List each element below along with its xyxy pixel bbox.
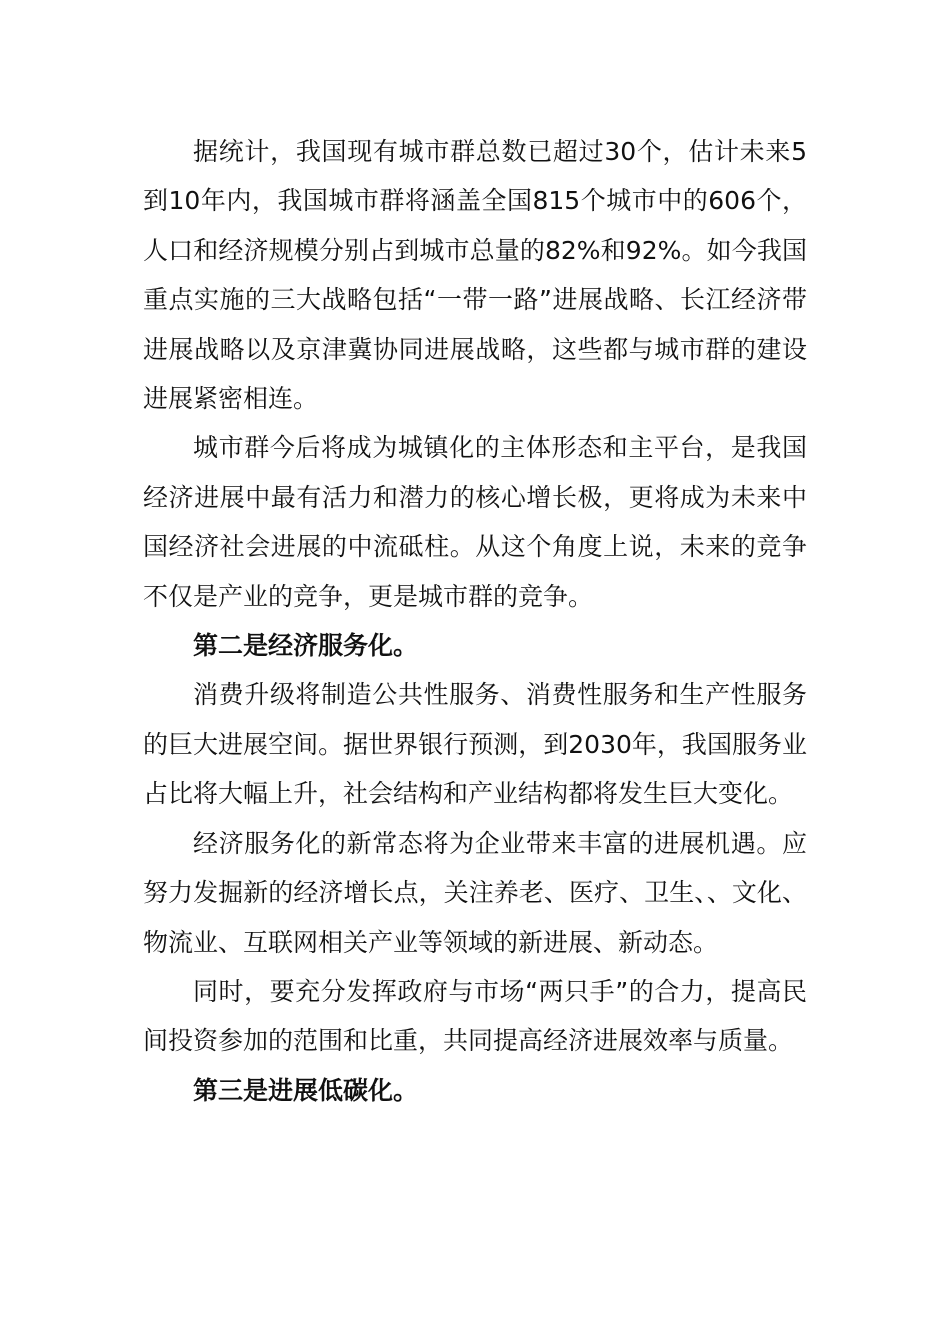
paragraph-city-cluster-future: 城市群今后将成为城镇化的主体形态和主平台，是我国经济进展中最有活力和潜力的核心增长极，更将成为未来中国经济社会进展的中流砥柱。从这个角度上说，未来的竞争不仅是产业的竞争，更是城市群的竞争。 <box>143 433 807 611</box>
document-page <box>143 127 807 1115</box>
section-heading-low-carbon: 第三是进展低碳化。 <box>193 1075 419 1105</box>
section-heading-service-economy: 第二是经济服务化。 <box>193 631 419 661</box>
paragraph-consumption-upgrade: 消费升级将制造公共性服务、消费性服务和生产性服务的巨大进展空间。据世界银行预测，到2030年，我国服务业占比将大幅上升，社会结构和产业结构都将发生巨大变化。 <box>143 680 807 809</box>
paragraph-government-market: 同时，要充分发挥政府与市场“两只手”的合力，提高民间投资参加的范围和比重，共同提高经济进展效率与质量。 <box>143 976 807 1056</box>
paragraph-city-cluster-statistics: 据统计，我国现有城市群总数已超过30个，估计未来5到10年内，我国城市群将涵盖全国815个城市中的606个，人口和经济规模分别占到城市总量的82%和92%。如今我国重点实施的三大战略包括“一带一路”进展战略、长江经济带进展战略以及京津冀协同进展战略，这些都与城市群的建设进展紧密相连。 <box>143 137 807 414</box>
paragraph-service-opportunities: 经济服务化的新常态将为企业带来丰富的进展机遇。应努力发掘新的经济增长点，关注养老、医疗、卫生、、文化、物流业、互联网相关产业等领域的新进展、新动态。 <box>143 828 807 957</box>
